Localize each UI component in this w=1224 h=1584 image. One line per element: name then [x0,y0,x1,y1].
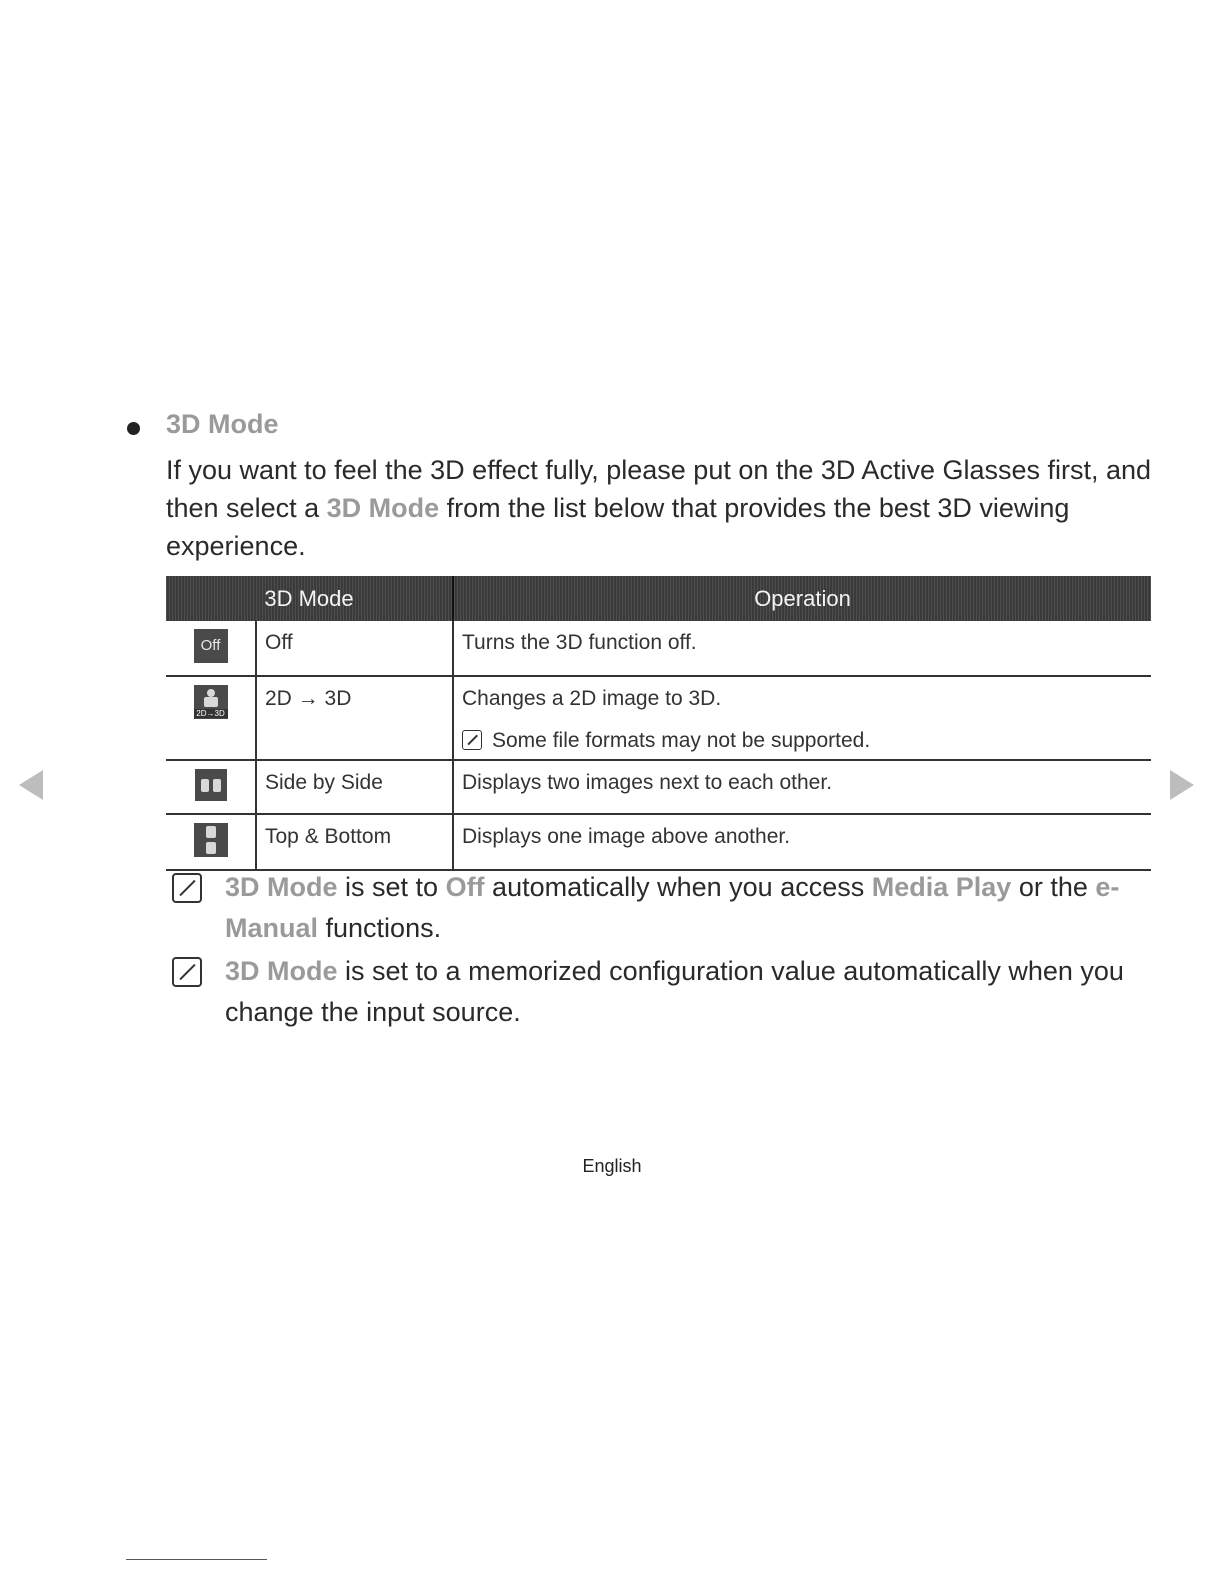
note-term: 3D Mode [225,872,338,902]
note-text: is set to [337,872,446,902]
mode-name: Off [256,621,453,676]
table-row [166,814,1151,870]
3d-mode-table [166,576,1151,871]
table-row [166,760,1151,814]
icon-cell [166,814,256,870]
2d-to-3d-icon-label: 2D→3D [194,709,228,718]
top-and-bottom-icon [194,823,228,857]
notes-list [166,867,1156,1035]
mode-operation: Changes a 2D image to 3D. [462,687,722,710]
note-term: e-Manual [225,872,1120,943]
table-row [166,621,1151,676]
table-header-row [166,576,1151,621]
note-text: automatically when you access [484,872,872,902]
intro-paragraph [166,451,1156,565]
bottom-divider [126,1559,267,1560]
note-icon [462,730,482,750]
intro-highlight: 3D Mode [326,493,440,523]
note-icon [172,873,202,903]
intro-text-2: from the list below that provides the best 3D viewing experience. [166,493,1070,561]
header-operation: Operation [453,576,1151,621]
note-text: functions. [318,913,442,943]
bullet-icon [127,422,140,435]
footer-language: English [582,1156,642,1176]
mode-operation-cell [453,676,1151,760]
mode-operation: Turns the 3D function off. [453,621,1151,676]
icon-cell [166,676,256,760]
table-note-text: Some file formats may not be supported. [492,729,871,752]
off-icon: Off [194,629,228,663]
header-3d-mode: 3D Mode [166,576,453,621]
previous-page-arrow-icon[interactable] [19,770,43,800]
next-page-arrow-icon[interactable] [1170,770,1194,800]
icon-cell [166,760,256,814]
table-row [166,676,1151,760]
mode-name: 2D → 3D [256,676,453,760]
note-icon [172,957,202,987]
note-term: Off [445,872,485,902]
note-item [166,867,1156,949]
icon-cell [166,621,256,676]
mode-operation: Displays one image above another. [453,814,1151,870]
section-heading: 3D Mode [166,409,279,439]
note-item [166,951,1156,1033]
note-text: is set to a memorized configuration value automatically when you change the input source. [225,956,1124,1027]
table-note [462,729,1143,753]
note-term: 3D Mode [225,956,338,986]
2d-to-3d-icon [194,685,228,719]
note-term: Media Play [871,872,1012,902]
mode-name: Top & Bottom [256,814,453,870]
intro-text-1: If you want to feel the 3D effect fully, please put on the 3D Active Glasses first, and then select a [166,455,1152,523]
mode-name: Side by Side [256,760,453,814]
mode-operation: Displays two images next to each other. [453,760,1151,814]
note-text: or the [1011,872,1096,902]
side-by-side-icon [195,769,227,801]
